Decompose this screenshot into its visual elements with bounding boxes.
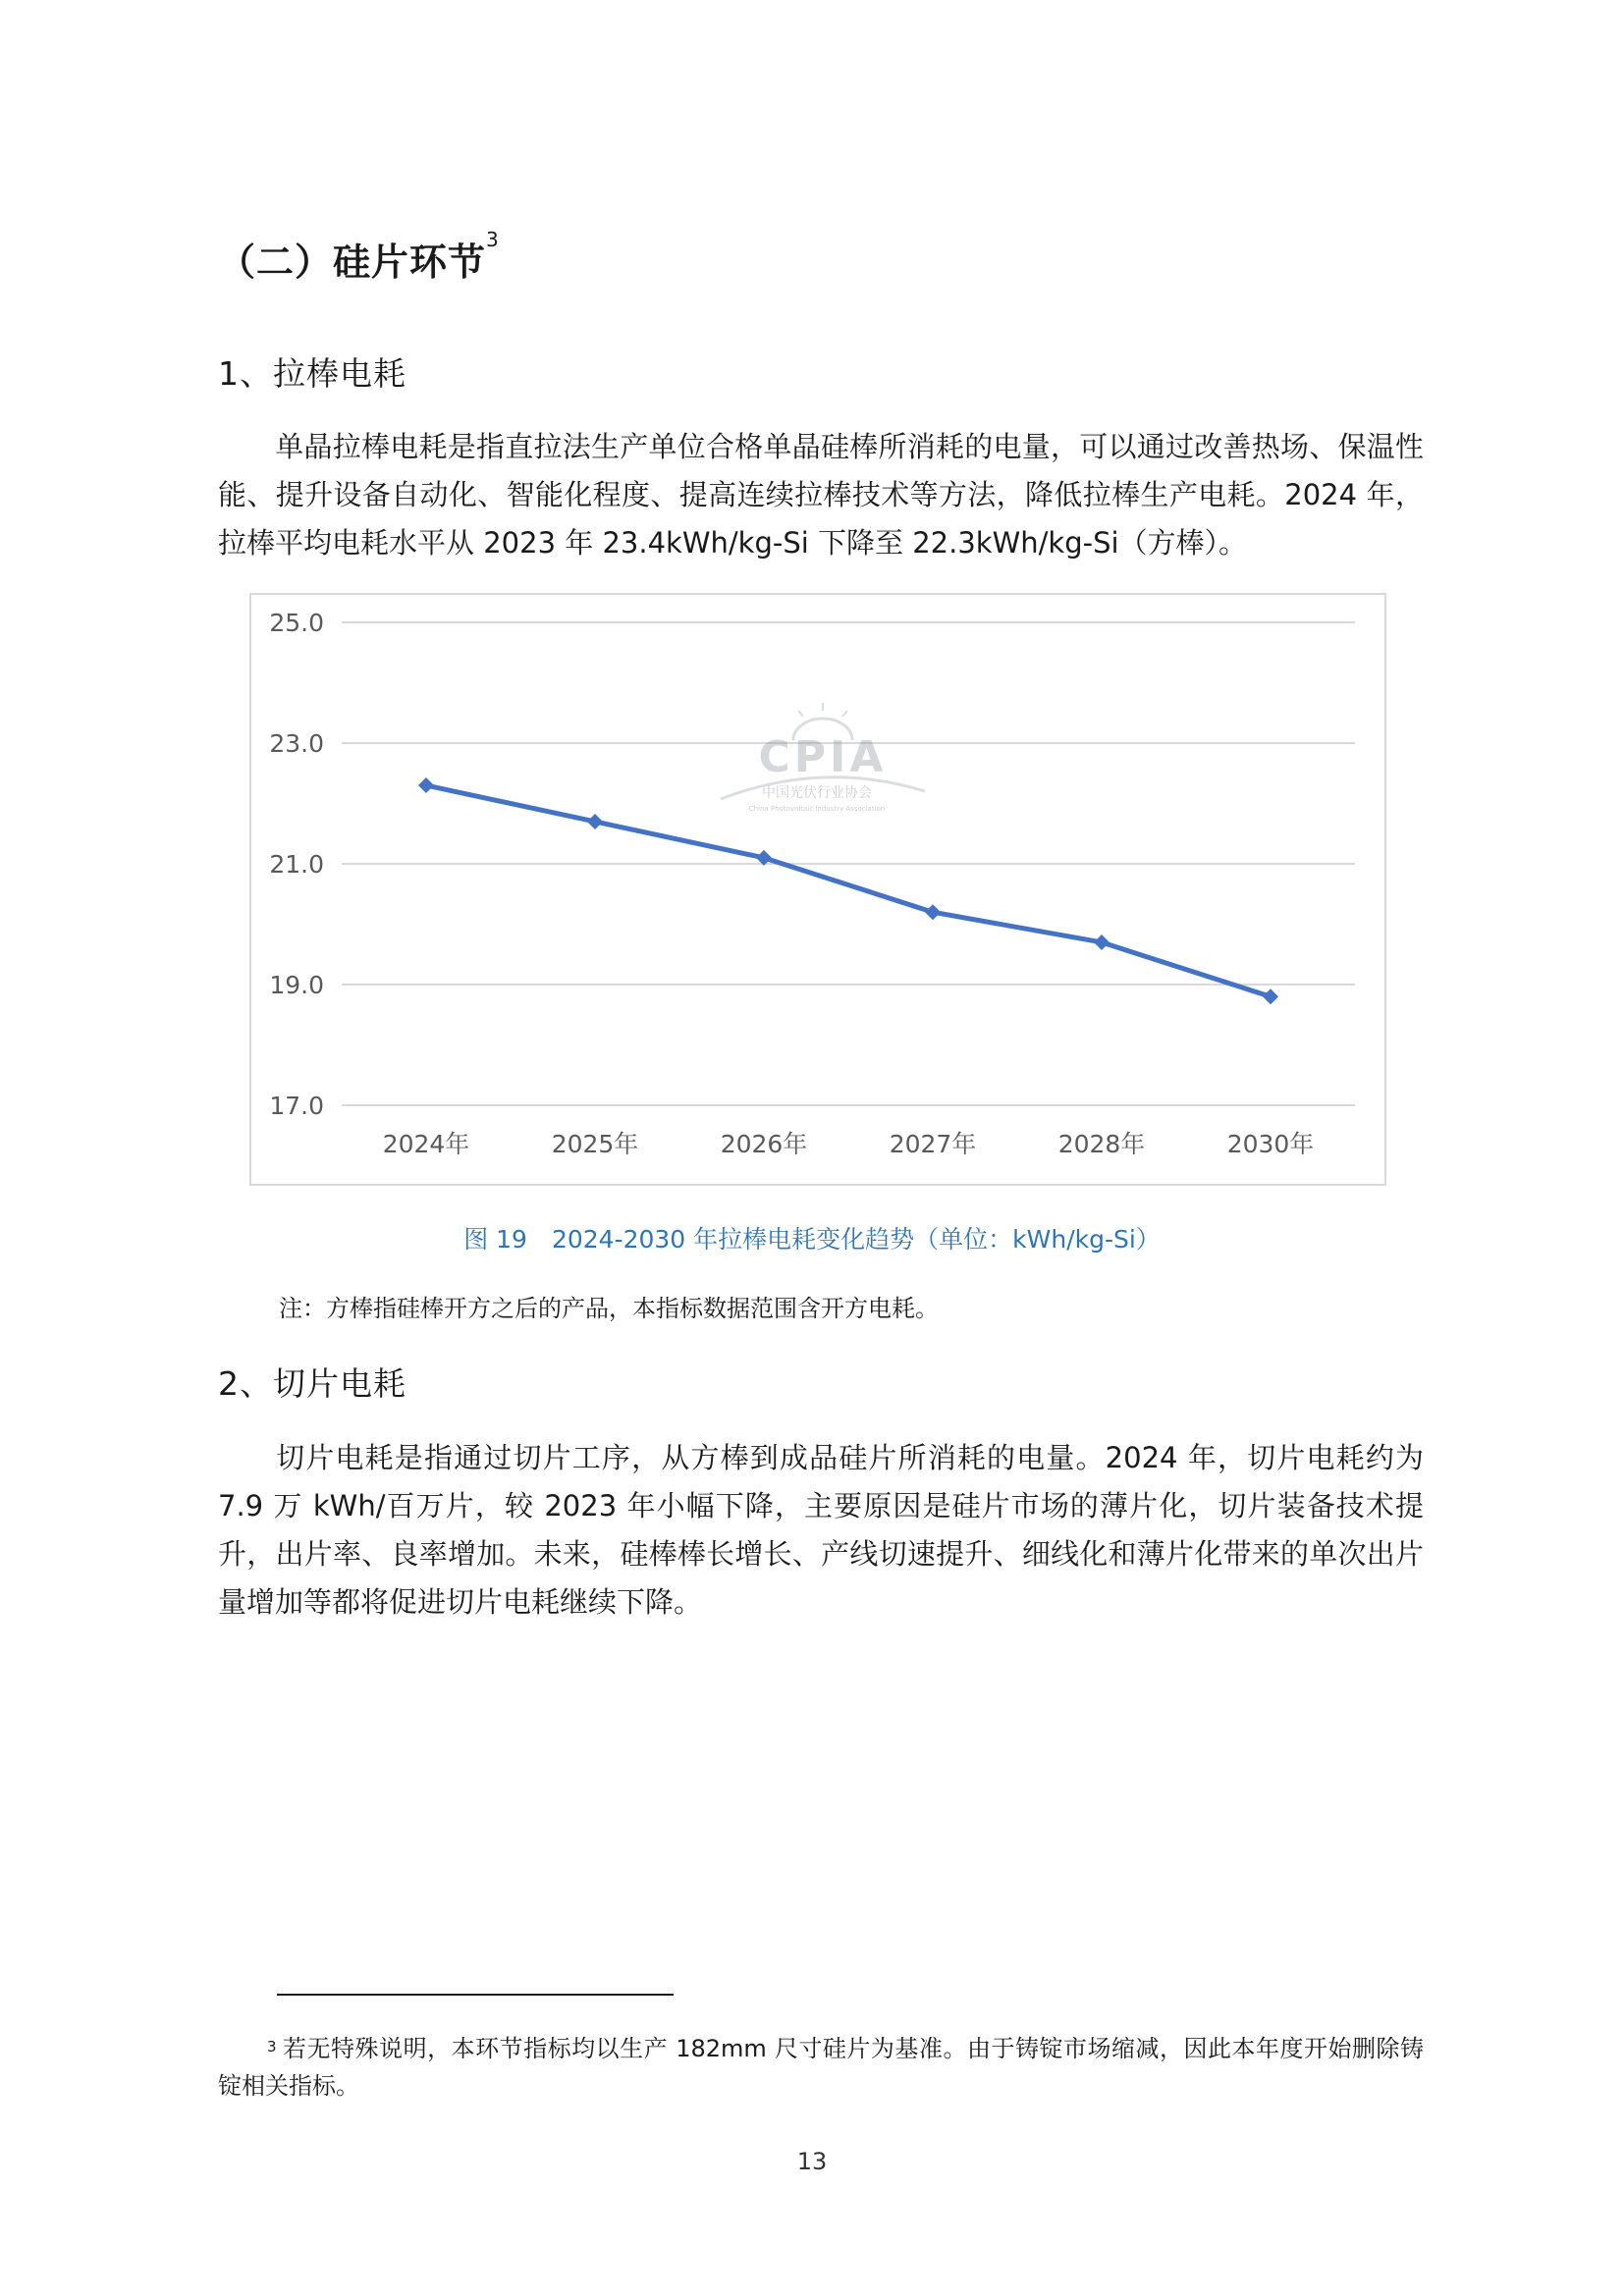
- figure-note: 注：方棒指硅棒开方之后的产品，本指标数据范围含开方电耗。: [279, 1295, 939, 1322]
- watermark-english: China Photovoltaic Industry Association: [748, 805, 886, 813]
- subsection-title-1: 1、拉棒电耗: [218, 354, 406, 393]
- cpia-watermark: [721, 703, 925, 813]
- page-number: 13: [796, 2148, 828, 2175]
- chart-grid: [342, 622, 1355, 1105]
- paragraph-2-text: 切片电耗是指通过切片工序，从方棒到成品硅片所消耗的电量。2024 年，切片电耗约为 7.9 万 kWh/百万片，较 2023 年小幅下降，主要原因是硅片市场的薄片化，切片装备技术提升，出片率、良率增加。未来，硅棒棒长增长、产线切速提升、细线化和薄片化带来的单次出片量增加等都将促进切片电耗继续下降。: [218, 1441, 1424, 1619]
- footnote-ref[interactable]: 3: [486, 228, 500, 251]
- paragraph-2: [218, 1434, 1424, 1627]
- x-tick-label: 2027年: [889, 1130, 977, 1158]
- figure-caption: 图 19 2024-2030 年拉棒电耗变化趋势（单位：kWh/kg-Si）: [463, 1225, 1161, 1254]
- data-point-marker: [925, 904, 941, 920]
- section-title: [218, 228, 500, 286]
- data-point-marker: [1094, 934, 1110, 950]
- series-line: [426, 785, 1271, 996]
- line-chart: [251, 595, 1384, 1184]
- footnote-separator: [277, 1994, 674, 1996]
- footnote: [218, 2030, 1424, 2105]
- x-axis-ticks: [383, 1130, 1315, 1158]
- x-tick-label: 2025年: [551, 1130, 639, 1158]
- paragraph-1: [218, 423, 1424, 567]
- footnote-text: 若无特殊说明，本环节指标均以生产 182mm 尺寸硅片为基准。由于铸锭市场缩减，因此本年度开始删除铸锭相关指标。: [218, 2035, 1424, 2100]
- y-tick-label: 23.0: [269, 729, 324, 758]
- watermark-text: CPIA: [758, 732, 888, 782]
- subsection-title-2: 2、切片电耗: [218, 1364, 406, 1403]
- chart-frame: [249, 593, 1386, 1186]
- x-tick-label: 2026年: [720, 1130, 808, 1158]
- y-tick-label: 19.0: [269, 971, 324, 999]
- x-tick-label: 2024年: [382, 1130, 470, 1158]
- y-axis-ticks: [269, 609, 324, 1120]
- data-point-marker: [1263, 988, 1278, 1004]
- y-tick-label: 21.0: [269, 850, 324, 879]
- section-title-text: （二）硅片环节: [218, 240, 487, 284]
- data-point-marker: [587, 814, 603, 829]
- x-tick-label: 2030年: [1226, 1130, 1315, 1158]
- footnote-number: 3: [267, 2038, 277, 2056]
- watermark-subtitle: 中国光伏行业协会: [762, 785, 872, 801]
- paragraph-1-text: 单晶拉棒电耗是指直拉法生产单位合格单晶硅棒所消耗的电量，可以通过改善热场、保温性能、提升设备自动化、智能化程度、提高连续拉棒技术等方法，降低拉棒生产电耗。2024 年，拉棒平均电耗水平从 2023 年 23.4kWh/kg-Si 下降至 22.3kWh/kg-Si（方棒）。: [218, 430, 1424, 560]
- y-tick-label: 25.0: [269, 609, 324, 637]
- x-tick-label: 2028年: [1057, 1130, 1146, 1158]
- data-point-marker: [418, 777, 434, 793]
- y-tick-label: 17.0: [269, 1092, 324, 1120]
